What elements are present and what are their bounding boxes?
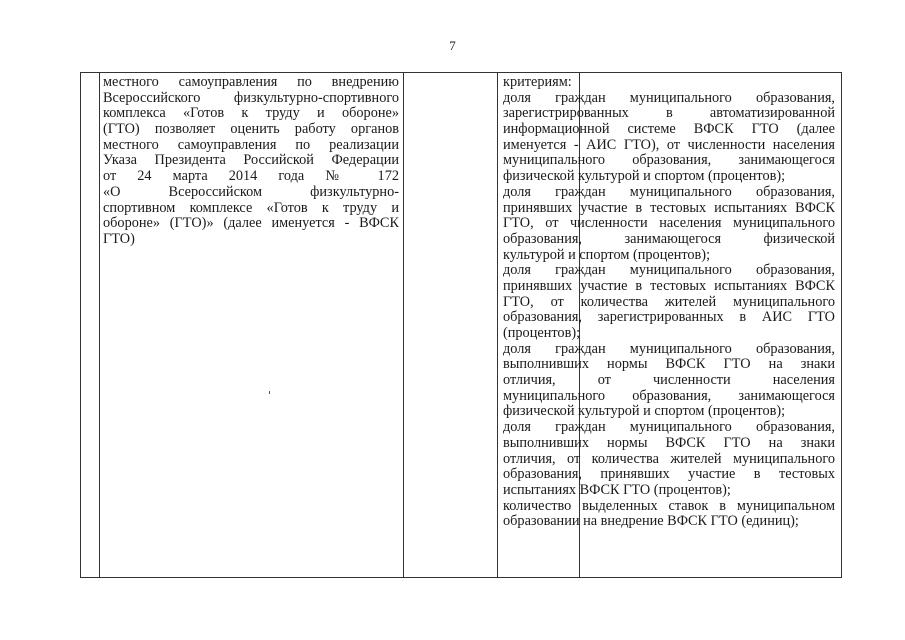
table-column-divider [497,73,498,577]
text-line: Всероссийского физкультурно-спортивного [103,89,399,106]
text-line: именуется - АИС ГТО), от численности населения [503,136,835,153]
text-line: информационной системе ВФСК ГТО (далее [503,121,835,138]
text-line: спортивном комплексе «Готов к труду и [103,199,399,216]
indicator-description-cell [103,75,399,248]
text-line: критериям: [503,74,572,90]
document-table [80,72,842,578]
text-line: доля граждан муниципального образования, [503,89,835,106]
text-line: доля граждан муниципального образования, [503,340,835,357]
text-line: местного самоуправления по внедрению [103,74,399,90]
text-line: ГТО) [103,230,135,247]
criteria-cell [503,75,835,530]
text-line: доля граждан муниципального образования, [503,262,835,279]
text-line: (ГТО) позволяет оценить работу органов [103,121,399,138]
text-line: образования, занимающегося физической [503,230,835,247]
text-line: муниципального образования, занимающегося [503,152,835,169]
table-column-divider [99,73,100,577]
text-line: зарегистрированных в автоматизированной [503,105,835,122]
text-line: выполнивших нормы ВФСК ГТО на знаки [503,434,835,451]
text-line: муниципального образования, занимающегося [503,387,835,404]
table-column-divider [403,73,404,577]
text-line: комплекса «Готов к труду и обороне» [103,105,399,122]
text-line: культурой и спортом (процентов); [503,246,711,263]
page-number: 7 [449,38,456,53]
text-line: физической культурой и спортом (процентов); [503,168,786,185]
text-line: «О Всероссийском физкультурно- [103,183,399,200]
text-line: Указа Президента Российской Федерации [103,152,399,169]
text-line: испытаниях ВФСК ГТО (процентов); [503,481,731,498]
text-line: от 24 марта 2014 года № 172 [103,168,399,185]
text-line: выполнивших нормы ВФСК ГТО на знаки [503,356,835,373]
text-line: доля граждан муниципального образования, [503,419,835,436]
text-line: образовании на внедрение ВФСК ГТО (единиц); [503,513,799,530]
text-line: физической культурой и спортом (процентов); [503,403,786,420]
text-line: ГТО, от количества жителей муниципального [503,293,835,310]
text-line: местного самоуправления по реализации [103,136,399,153]
text-line: принявших участие в тестовых испытаниях ВФСК [503,277,835,294]
text-line: (процентов); [503,325,581,341]
text-line: количество выделенных ставок в муниципальном [503,497,835,514]
text-line: ГТО, от численности населения муниципального [503,215,835,232]
text-line: отличия, от численности населения [503,372,835,389]
text-line: обороне» (ГТО)» (далее именуется - ВФСК [103,215,399,232]
text-line: принявших участие в тестовых испытаниях ВФСК [503,199,835,216]
text-line: образования, принявших участие в тестовых [503,466,835,483]
text-line: отличия, от количества жителей муниципального [503,450,835,467]
text-line: доля граждан муниципального образования, [503,183,835,200]
scan-artifact [269,391,270,394]
text-line: образования, зарегистрированных в АИС ГТО [503,309,835,326]
